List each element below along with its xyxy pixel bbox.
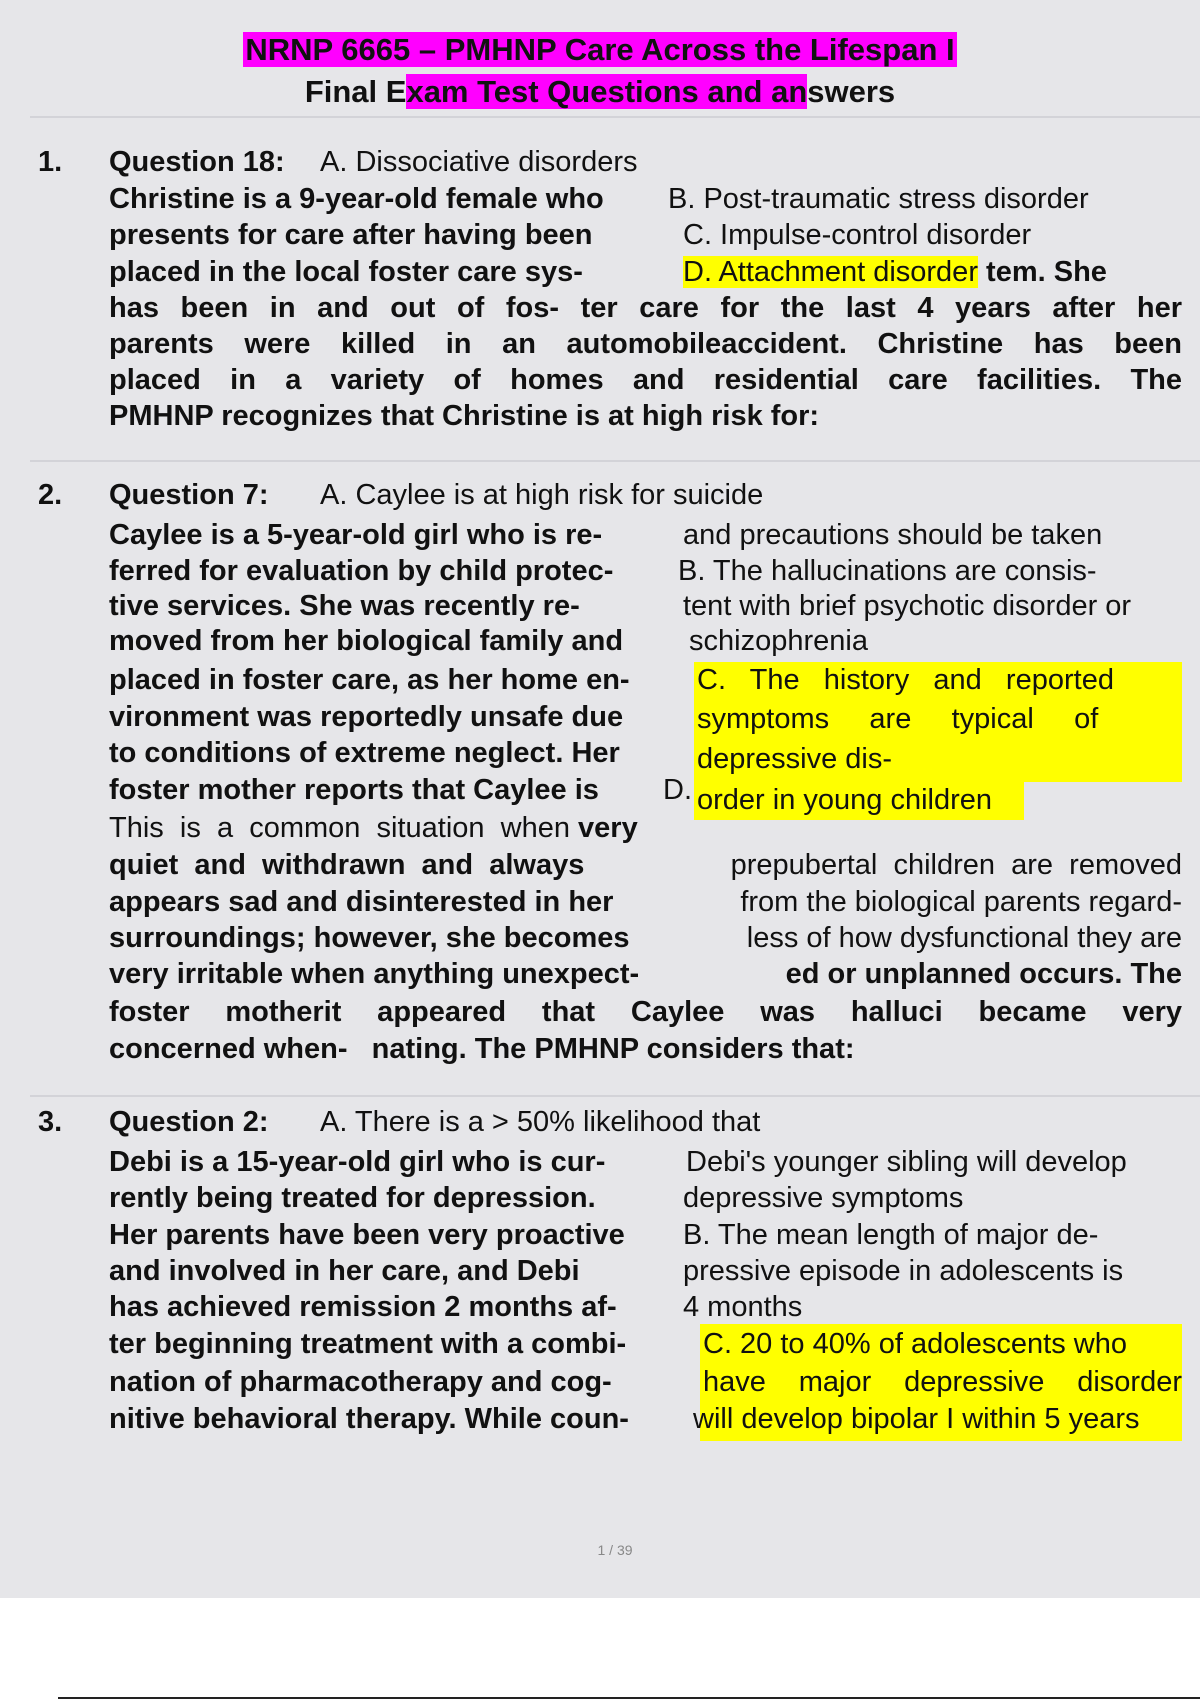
q3-stem-line: rently being treated for depression. [109,1182,596,1214]
q3-stem-line: and involved in her care, and Debi [109,1255,580,1287]
document-subtitle: Final Exam Test Questions and answers [304,74,896,109]
q1-label: Question 18: [109,146,285,178]
q3-stem-line: nation of pharmacotherapy and cog- [109,1366,612,1398]
q2-stem-line: foster mother reports that Caylee is [109,774,599,806]
q1-correct-answer: D. Attachment disorder [683,256,978,288]
q2-option-d-line: This is a common situation when very [109,812,638,844]
q2-option-text: tent with brief psychotic disorder or [683,590,1132,622]
q2-mixed-line: appears sad and disinterested in her from the biological parents regard- [109,886,1182,918]
bottom-divider [58,1697,1200,1699]
q2-stem-line: concerned when- nating. The PMHNP considers that: [109,1033,855,1065]
q2-option-a: A. Caylee is at high risk for suicide [320,479,764,511]
q2-stem-line: ferred for evaluation by child protec- [109,555,614,587]
header-divider [30,116,1200,118]
q2-label: Question 7: [109,479,269,511]
document-title: NRNP 6665 – PMHNP Care Across the Lifespan I [245,32,955,67]
question-divider [30,1095,1200,1097]
q1-stem-line: PMHNP recognizes that Christine is at high risk for: [109,400,820,432]
q1-option-a: A. Dissociative disorders [320,146,638,178]
q3-correct-answer: have major depressive disorder [703,1366,1182,1398]
q1-stem-line: Christine is a 9-year-old female who [109,183,604,215]
question-divider [30,460,1200,462]
q3-correct-answer: will develop bipolar I within 5 years [693,1403,1140,1435]
q3-stem-line: Her parents have been very proactive [109,1219,625,1251]
q3-option-b: B. The mean length of major de- [683,1219,1099,1251]
q3-stem-line: Debi is a 15-year-old girl who is cur- [109,1146,606,1178]
q2-stem-line: foster motherit appeared that Caylee was halluci became very [109,996,1182,1028]
q2-correct-answer: C. The history and reported [697,664,1114,696]
q2-stem-line: moved from her biological family and [109,625,624,657]
q3-correct-answer: C. 20 to 40% of adolescents who [703,1328,1127,1360]
q2-stem-line: vironment was reportedly unsafe due [109,701,624,733]
q2-option-b: B. The hallucinations are consis- [678,555,1097,587]
q2-mixed-line: quiet and withdrawn and always prepubertal children are removed [109,849,1182,881]
q1-number: 1. [38,146,63,178]
q3-option-text: Debi's younger sibling will develop [686,1146,1127,1178]
q2-stem-line: Caylee is a 5-year-old girl who is re- [109,519,603,551]
q1-option-d-line: D. Attachment disorder tem. She [683,256,1107,288]
q1-stem-line: has been in and out of fos- ter care for the last 4 years after her [109,292,1182,324]
q2-number: 2. [38,479,63,511]
q2-stem-line: very irritable when anything unexpect- ed or unplanned occurs. The [109,958,1182,990]
q1-option-b: B. Post-traumatic stress disorder [668,183,1089,215]
page-indicator: 1 / 39 [597,1542,633,1558]
q2-mixed-line: surroundings; however, she becomes less of how dysfunctional they are [109,922,1182,954]
q3-option-text: 4 months [683,1291,803,1323]
q2-option-d: D. [663,774,692,806]
q2-correct-answer: symptoms are typical of [697,703,1099,735]
q2-stem-line: placed in foster care, as her home en- [109,664,630,696]
q3-option-a: A. There is a > 50% likelihood that [320,1106,761,1138]
q2-option-text: and precautions should be taken [683,519,1103,551]
q3-number: 3. [38,1106,63,1138]
q3-stem-line: has achieved remission 2 months af- [109,1291,617,1323]
q2-stem-line: tive services. She was recently re- [109,590,580,622]
q2-correct-answer: depressive dis- [697,743,893,775]
q2-option-text: schizophrenia [689,625,868,657]
q3-label: Question 2: [109,1106,269,1138]
q3-option-text: depressive symptoms [683,1182,964,1214]
q3-stem-line: ter beginning treatment with a combi- [109,1328,627,1360]
q1-stem-line: placed in a variety of homes and residential care facilities. The [109,364,1182,396]
q2-stem-line: to conditions of extreme neglect. Her [109,737,620,769]
q1-stem-line: parents were killed in an automobileaccident. Christine has been [109,328,1182,360]
q3-stem-line: nitive behavioral therapy. While coun- [109,1403,629,1435]
q3-option-text: pressive episode in adolescents is [683,1255,1124,1287]
q1-option-c: C. Impulse-control disorder [683,219,1032,251]
q1-stem-line: presents for care after having been [109,219,593,251]
q1-stem-line: placed in the local foster care sys- [109,256,583,288]
q2-correct-answer: order in young children [697,784,993,816]
